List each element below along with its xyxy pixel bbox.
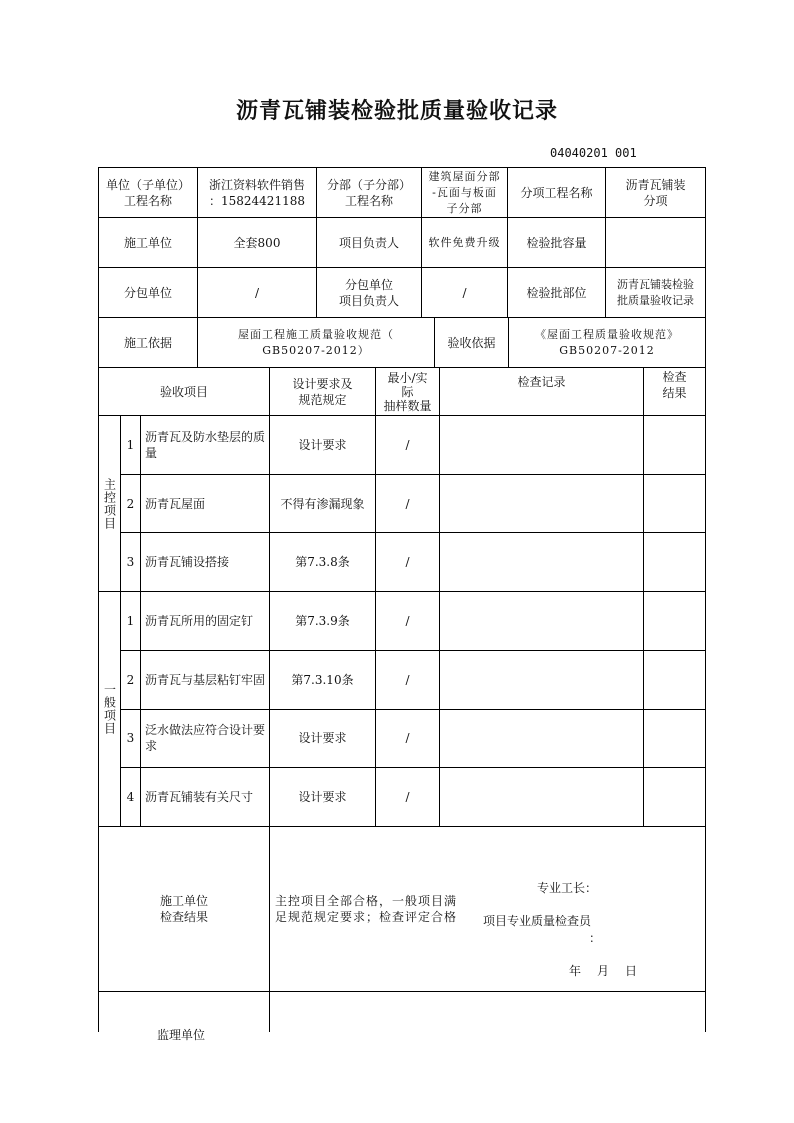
col-sample: 最小/实 际 抽样数量	[376, 368, 440, 416]
item-record	[440, 533, 644, 592]
contractor-result-text: 主控项目全部合格，一般项目满 足规范规定要求；检查评定合格	[275, 894, 458, 924]
part-label: 分部（子分部） 工程名称	[317, 168, 422, 218]
item-sample: /	[376, 475, 440, 534]
main-group-text: 主控项目	[102, 477, 117, 530]
sub-pm-value: /	[422, 268, 508, 318]
col-record: 检查记录	[440, 368, 644, 416]
item-name: 沥青瓦屋面	[141, 475, 270, 534]
item-number: 1	[121, 592, 141, 651]
item-sample: /	[376, 651, 440, 710]
capacity-label: 检验批容量	[508, 218, 606, 268]
col-design: 设计要求及 规范规定	[270, 368, 376, 416]
subcontractor-value: /	[198, 268, 317, 318]
pm-label: 项目负责人	[317, 218, 422, 268]
item-number: 4	[121, 768, 141, 827]
location-label: 检验批部位	[508, 268, 606, 318]
item-result	[644, 592, 705, 651]
col-result: 检查 结果	[644, 368, 705, 416]
item-requirement: 第7.3.9条	[270, 592, 376, 651]
sub-pm-label: 分包单位 项目负责人	[317, 268, 422, 318]
item-requirement: 设计要求	[270, 710, 376, 769]
item-record	[440, 768, 644, 827]
item-requirement: 第7.3.10条	[270, 651, 376, 710]
item-requirement: 第7.3.8条	[270, 533, 376, 592]
item-sample: /	[376, 533, 440, 592]
sub-label: 分项工程名称	[508, 168, 606, 218]
supervisor-label: 监理单位	[157, 1028, 206, 1042]
unit-value: 浙江资料软件销售 ：15824421188	[198, 168, 317, 218]
col-item: 验收项目	[99, 368, 270, 416]
inspector-colon: ：	[589, 931, 602, 945]
item-sample: /	[376, 710, 440, 769]
contractor-value: 全套800	[198, 218, 317, 268]
supervisor-label-cell	[99, 992, 270, 1032]
inspector-label: 项目专业质量检查员	[483, 914, 592, 928]
item-record	[440, 710, 644, 769]
item-requirement: 设计要求	[270, 768, 376, 827]
item-number: 2	[121, 651, 141, 710]
basis-value: 屋面工程施工质量验收规范（ GB50207-2012）	[198, 318, 435, 368]
item-record	[440, 416, 644, 475]
accept-basis-label: 验收依据	[435, 318, 509, 368]
item-requirement: 不得有渗漏现象	[270, 475, 376, 534]
item-result	[644, 651, 705, 710]
accept-basis-value: 《屋面工程质量验收规范》 GB50207-2012	[509, 318, 705, 368]
item-result	[644, 533, 705, 592]
basis-label: 施工依据	[99, 318, 198, 368]
pm-value: 软件免费升级	[422, 218, 508, 268]
date-label: 年 月 日	[569, 964, 640, 978]
form-code: 04040201 001	[550, 146, 637, 160]
unit-label: 单位（子单位） 工程名称	[99, 168, 198, 218]
item-name: 沥青瓦铺装有关尺寸	[141, 768, 270, 827]
general-group-label	[99, 592, 121, 827]
page-title: 沥青瓦铺装检验批质量验收记录	[235, 98, 558, 124]
item-number: 1	[121, 416, 141, 475]
item-sample: /	[376, 768, 440, 827]
item-number: 3	[121, 533, 141, 592]
foreman-label: 专业工长：	[537, 881, 598, 895]
item-record	[440, 651, 644, 710]
item-name: 沥青瓦铺设搭接	[141, 533, 270, 592]
item-result	[644, 416, 705, 475]
item-number: 3	[121, 710, 141, 769]
acceptance-record-table	[98, 167, 706, 1042]
location-value: 沥青瓦铺装检验 批质量验收记录	[606, 268, 705, 318]
main-group-label	[99, 416, 121, 592]
item-sample: /	[376, 416, 440, 475]
item-requirement: 设计要求	[270, 416, 376, 475]
item-number: 2	[121, 475, 141, 534]
item-result	[644, 475, 705, 534]
item-name: 沥青瓦所用的固定钉	[141, 592, 270, 651]
item-result	[644, 710, 705, 769]
general-group-text: 一般项目	[102, 683, 117, 735]
subcontractor-label: 分包单位	[99, 268, 198, 318]
item-name: 沥青瓦与基层粘钉牢固	[141, 651, 270, 710]
item-record	[440, 475, 644, 534]
item-result	[644, 768, 705, 827]
contractor-result-label: 施工单位 检查结果	[99, 827, 270, 992]
item-record	[440, 592, 644, 651]
part-value: 建筑屋面分部 -瓦面与板面 子分部	[422, 168, 508, 218]
contractor-label: 施工单位	[99, 218, 198, 268]
capacity-value	[606, 218, 705, 268]
item-name: 泛水做法应符合设计要求	[141, 710, 270, 769]
item-name: 沥青瓦及防水垫层的质量	[141, 416, 270, 475]
sub-value: 沥青瓦铺装 分项	[606, 168, 705, 218]
item-sample: /	[376, 592, 440, 651]
